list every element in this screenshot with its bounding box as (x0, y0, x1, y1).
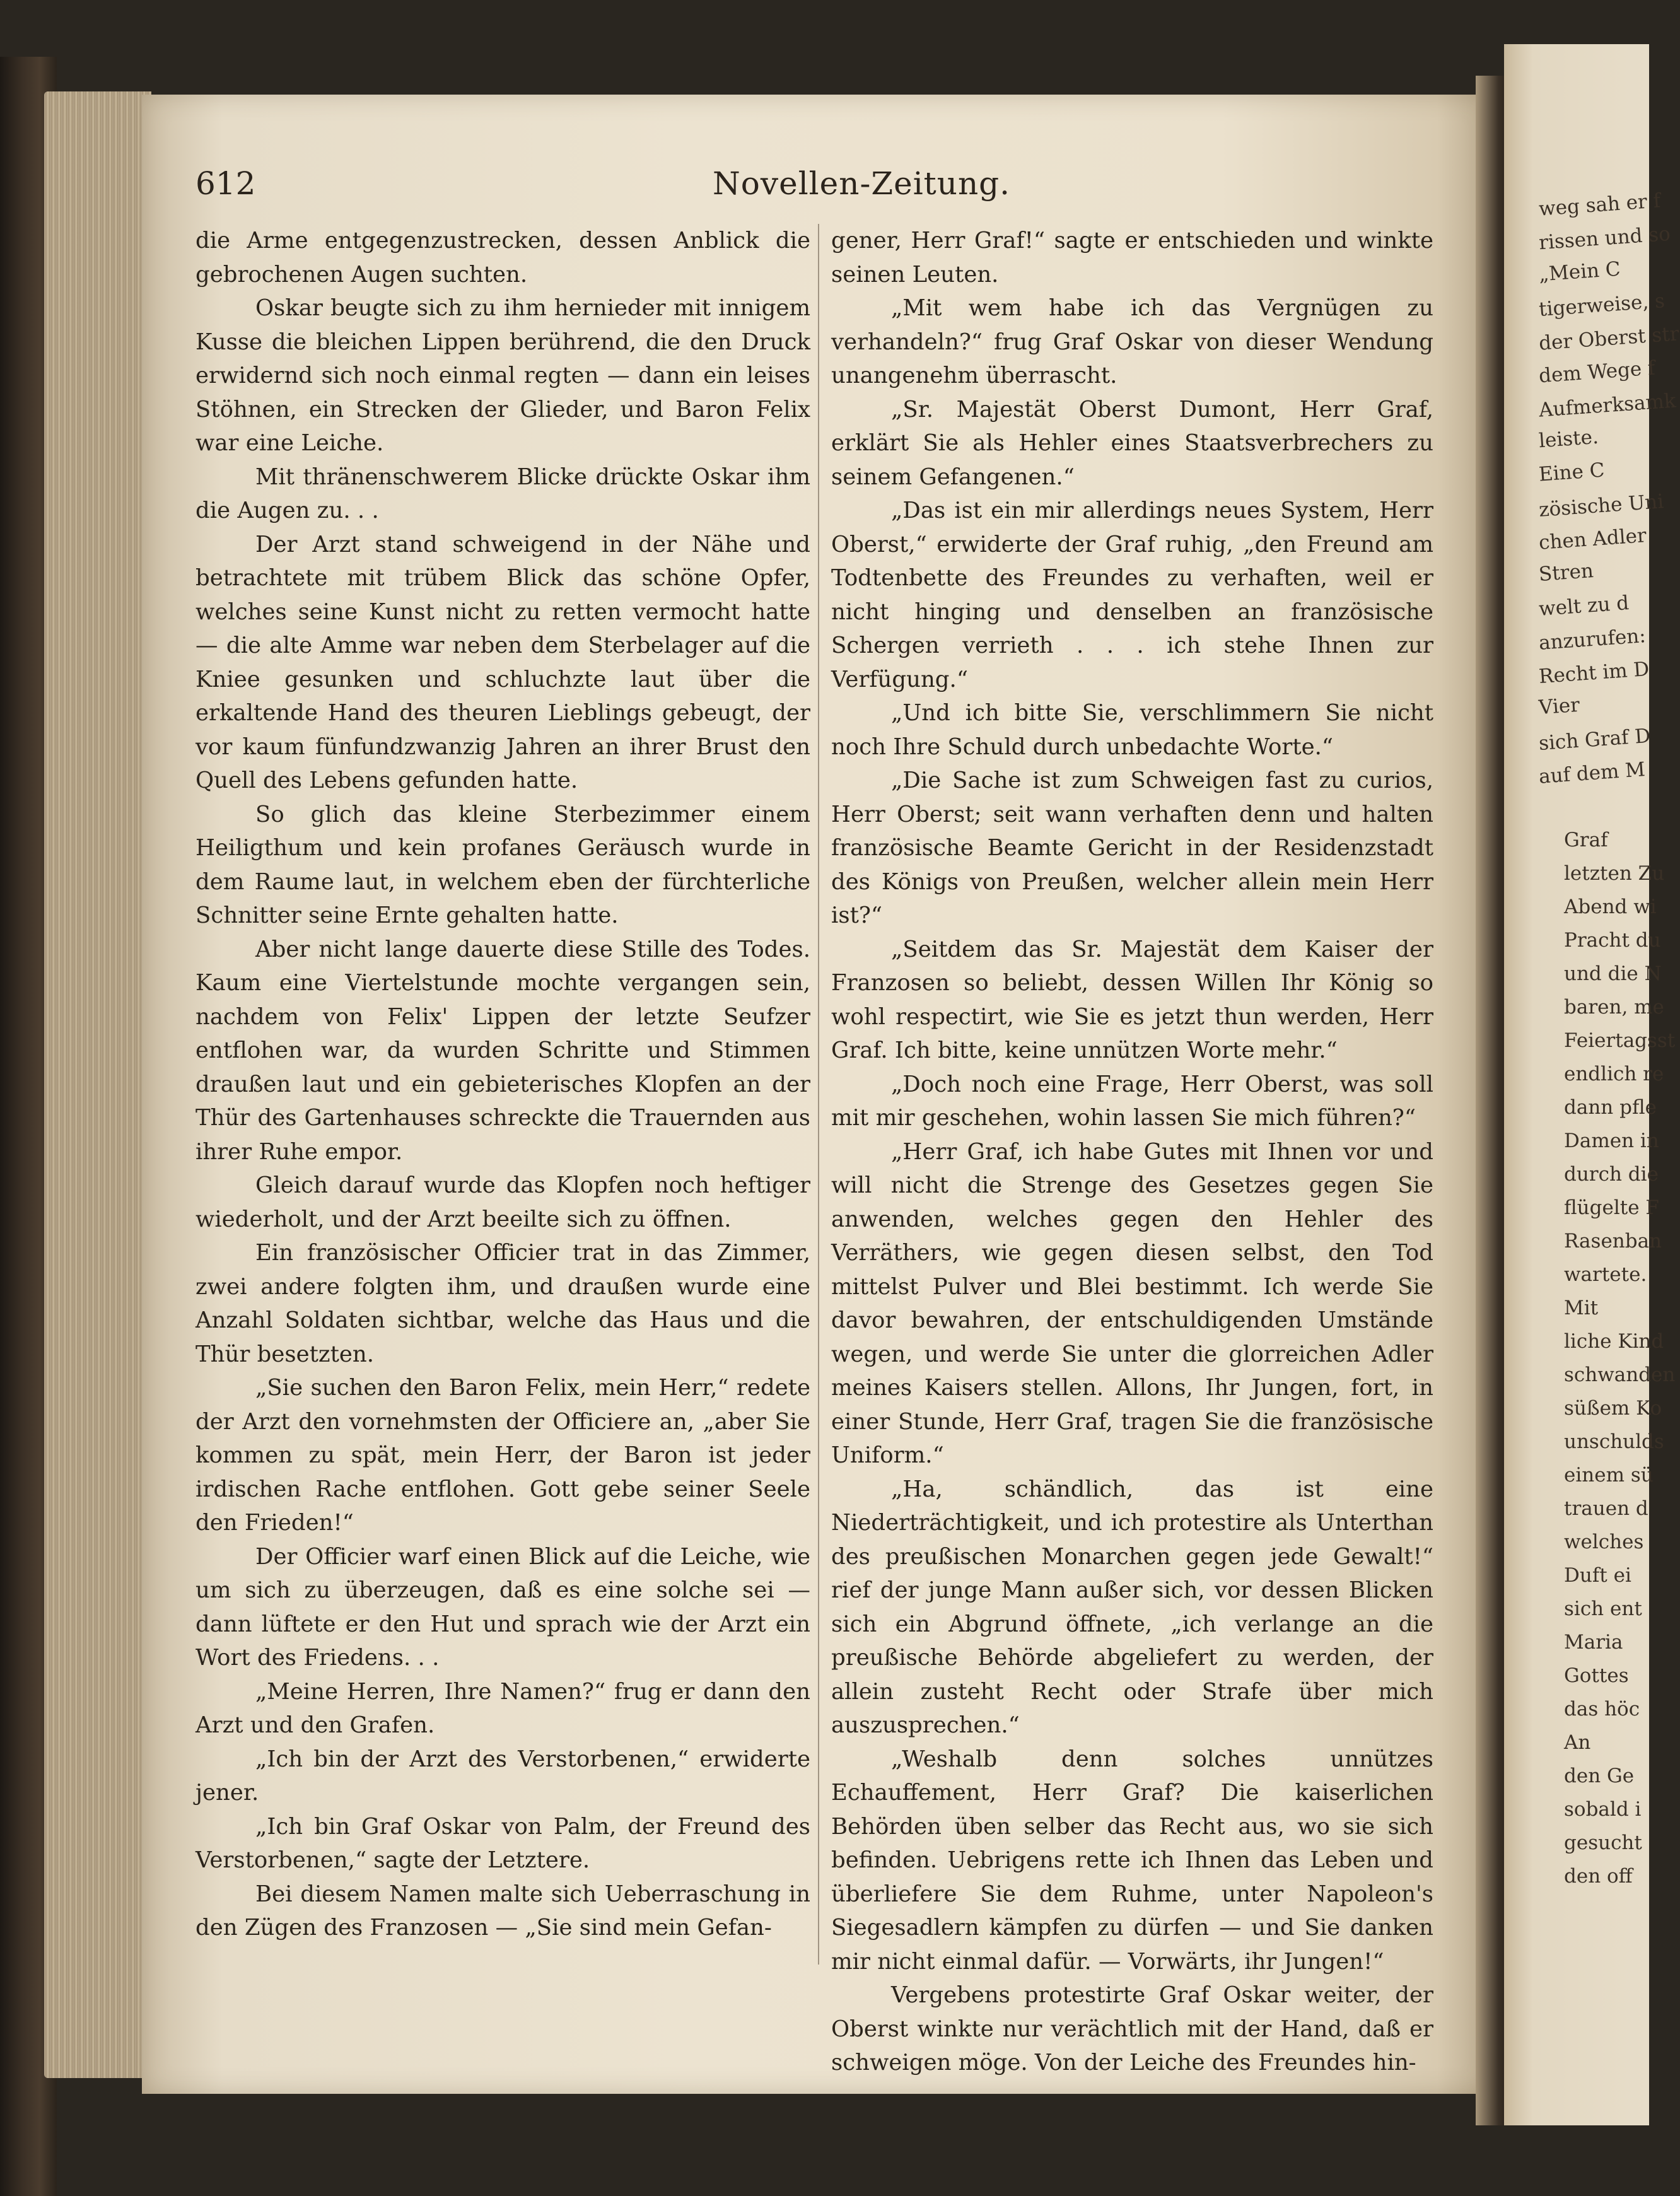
next-page-line: Damen in (1564, 1130, 1659, 1152)
next-page-line: letzten Zu (1564, 862, 1665, 885)
next-page-line: Mit (1564, 1297, 1599, 1319)
next-page-line: einem sü (1564, 1464, 1654, 1486)
next-page-line: durch die (1564, 1163, 1659, 1186)
next-page-line: Feiertagsst (1564, 1029, 1676, 1052)
paragraph: Oskar beugte sich zu ihm hernieder mit innigem Kusse die bleichen Lippen berührend, die den Druck erwidernd sich noch einmal regten — dann ein leises Stöhnen, ein Strecken der Glieder, und Baron Felix war eine Leiche. (195, 295, 810, 456)
paragraph: „Meine Herren, Ihre Namen?“ frug er dann den Arzt und den Grafen. (195, 1678, 810, 1738)
next-page-line: „Mein C (1537, 257, 1621, 286)
next-page-line: schwanden (1564, 1364, 1676, 1386)
next-page-line: Duft ei (1564, 1564, 1631, 1587)
next-page-line: leiste. (1537, 425, 1599, 453)
next-page-line: Pracht du (1564, 929, 1661, 952)
paragraph: „Ich bin der Arzt des Verstorbenen,“ erwiderte jener. (195, 1746, 810, 1806)
next-page-line: den off (1564, 1865, 1633, 1888)
next-page-line: endlich re (1564, 1063, 1664, 1085)
paragraph: Gleich darauf wurde das Klopfen noch heftiger wiederholt, und der Arzt beeilte sich zu öffnen. (195, 1172, 810, 1232)
next-page-line: sobald i (1564, 1798, 1642, 1821)
next-page-line: flügelte F (1564, 1196, 1659, 1219)
next-page-line: dem Wege f (1537, 356, 1656, 388)
paragraph: Der Officier warf einen Blick auf die Leiche, wie um sich zu überzeugen, daß es eine solche sei — dann lüftete er den Hut und sprach wie der Arzt ein Wort des Friedens. . . (195, 1543, 810, 1671)
paragraph: „Mit wem habe ich das Vergnügen zu verhandeln?“ frug Graf Oskar von dieser Wendung unangenehm überrascht. (831, 295, 1433, 388)
next-page-line: zösische Uni (1537, 490, 1665, 522)
next-page-line: unschulds (1564, 1430, 1664, 1453)
next-page-line: Stren (1537, 559, 1594, 586)
next-page-line: weg sah er f (1537, 189, 1662, 221)
next-page-line: baren, me (1564, 996, 1664, 1019)
paragraph: „Doch noch eine Frage, Herr Oberst, was soll mit mir geschehen, wohin lassen Sie mich führen?“ (831, 1071, 1433, 1131)
next-page-line: gesucht (1564, 1831, 1642, 1854)
next-page-line: dann pfle (1564, 1096, 1657, 1119)
next-page-line: welt zu d (1537, 592, 1630, 621)
next-page-line: Aufmerksamk (1538, 389, 1677, 422)
page-number: 612 (195, 165, 256, 202)
next-page-line: Eine C (1537, 458, 1606, 486)
paragraph: Ein französischer Officier trat in das Zimmer, zwei andere folgten ihm, und draußen wurde eine Anzahl Soldaten sichtbar, welche das Haus und die Thür besetzten. (195, 1240, 810, 1367)
paragraph: „Sie suchen den Baron Felix, mein Herr,“ redete der Arzt den vornehmsten der Officiere an, „aber Sie kommen zu spät, mein Herr, der Baron ist jeder irdischen Rache entflohen. Gott gebe seiner Seele den Frieden!“ (195, 1375, 810, 1536)
paragraph: Der Arzt stand schweigend in der Nähe und betrachtete mit trübem Blick das schöne Opfer, welches seine Kunst nicht zu retten vermocht hatte — die alte Amme war neben dem Sterbelager auf die Kniee gesunken und schluchzte laut über die erkaltende Hand des theuren Lieblings gebeugt, der vor kaum fünfundzwanzig Jahren an ihrer Brust den Quell des Lebens gefunden hatte. (195, 531, 810, 793)
next-page-line: welches (1564, 1531, 1644, 1553)
paragraph: So glich das kleine Sterbezimmer einem Heiligthum und kein profanes Geräusch wurde in dem Raume laut, in welchem eben der fürchterliche Schnitter seine Ernte gehalten hatte. (195, 801, 810, 928)
paragraph: „Ich bin Graf Oskar von Palm, der Freund des Verstorbenen,“ sagte der Letztere. (195, 1813, 810, 1873)
next-page-line: auf dem M (1537, 758, 1647, 788)
next-page-line: Graf (1564, 829, 1608, 851)
next-page-line: und die N (1564, 962, 1662, 985)
paragraph: „Seitdem das Sr. Majestät dem Kaiser der Franzosen so beliebt, dessen Willen Ihr König so wohl respectirt, wie Sie es jetzt thun werden, Herr Graf. Ich bitte, keine unnützen Worte mehr.“ (831, 936, 1433, 1063)
next-page-line: liche Kind (1564, 1330, 1664, 1353)
next-page-line: rissen und so (1537, 222, 1671, 255)
paragraph: „Und ich bitte Sie, verschlimmern Sie nicht noch Ihre Schuld durch unbedachte Worte.“ (831, 700, 1433, 760)
next-page-line: Recht im D (1537, 657, 1650, 689)
paragraph: „Herr Graf, ich habe Gutes mit Ihnen vor und will nicht die Strenge des Gesetzes gegen Sie anwenden, welches gegen den Hehler des Verräthers, wie gegen diesen selbst, den Tod mittelst Pulver und Blei bestimmt. Ich werde Sie davor bewahren, der entschuldigenden Umstände wegen, und werde Sie unter die glorreichen Adler meines Kaisers stellen. Allons, Ihr Jungen, fort, in einer Stunde, Herr Graf, tragen Sie die französische Uniform.“ (831, 1138, 1433, 1468)
paragraph: Vergebens protestirte Graf Oskar weiter, der Oberst winkte nur verächtlich mit der Hand, daß er schweigen möge. Von der Leiche des Freundes hin- (831, 1982, 1433, 2076)
right-column (831, 224, 1433, 2080)
paragraph: „Das ist ein mir allerdings neues System, Herr Oberst,“ erwiderte der Graf ruhig, „den Freund am Todtenbette des Freundes zu verhaften, weil er nicht hinging und denselben an französische Schergen verrieth . . . ich stehe Ihnen zur Verfügung.“ (831, 498, 1433, 692)
next-page-line: sich Graf D (1537, 724, 1652, 756)
paragraph: die Arme entgegenzustrecken, dessen Anblick die gebrochenen Augen suchten. (195, 228, 810, 288)
paragraph: gener, Herr Graf!“ sagte er entschieden und winkte seinen Leuten. (831, 228, 1433, 288)
next-page-line: anzurufen: (1537, 624, 1647, 655)
next-page-line: den Ge (1564, 1765, 1635, 1787)
paragraph: „Sr. Majestät Oberst Dumont, Herr Graf, erklärt Sie als Hehler eines Staatsverbrechers zu seinem Gefangenen.“ (831, 396, 1433, 490)
next-page-line: Rasenban (1564, 1230, 1662, 1253)
next-page-line: Gottes (1564, 1664, 1629, 1687)
next-page-line: süßem Ko (1564, 1397, 1662, 1420)
next-page-line: Maria (1564, 1631, 1623, 1654)
next-page-line: sich ent (1564, 1597, 1642, 1620)
next-page-line: Abend wi (1564, 896, 1657, 918)
paragraph: Bei diesem Namen malte sich Ueberraschung in den Zügen des Franzosen — „Sie sind mein Gefan- (195, 1881, 810, 1941)
next-page-line: chen Adler (1537, 524, 1647, 554)
next-page-line: der Oberst str (1538, 322, 1680, 355)
paragraph: „Weshalb denn solches unnützes Echauffement, Herr Graf? Die kaiserlichen Behörden üben selber das Recht aus, wo sie sich befinden. Uebrigens rette ich Ihnen das Leben und überliefere Sie dem Ruhme, unter Napoleon's Siegesadlern kämpfen zu dürfen — und Sie danken mir nicht einmal dafür. — Vorwärts, ihr Jungen!“ (831, 1746, 1433, 1975)
paragraph: Aber nicht lange dauerte diese Stille des Todes. Kaum eine Viertelstunde mochte vergangen sein, nachdem von Felix' Lippen der letzte Seufzer entflohen war, da wurden Schritte und Stimmen draußen laut und ein gebieterisches Klopfen an der Thür des Gartenhauses schreckte die Trauernden aus ihrer Ruhe empor. (195, 936, 810, 1165)
next-page-line: Vier (1537, 693, 1581, 720)
running-head (195, 165, 1457, 216)
page-title: Novellen-Zeitung. (713, 165, 1011, 202)
next-page-line: tigerweise, s (1537, 289, 1666, 321)
column-rule (818, 224, 819, 1965)
next-page-line: das höc (1564, 1698, 1640, 1720)
next-page-line: trauen d (1564, 1497, 1648, 1520)
paragraph: Mit thränenschwerem Blicke drückte Oskar ihm die Augen zu. . . (195, 464, 810, 523)
paragraph: „Die Sache ist zum Schweigen fast zu curios, Herr Oberst; seit wann verhaften denn und halten französische Beamte Gericht in der Residenzstadt des Königs von Preußen, welcher allein mein Herr ist?“ (831, 768, 1433, 928)
page-block-edges (44, 91, 151, 2078)
next-page-line: wartete. (1564, 1263, 1647, 1286)
left-column (195, 224, 810, 1945)
paragraph: „Ha, schändlich, das ist eine Niederträchtigkeit, und ich protestire als Unterthan des preußischen Monarchen gegen jede Gewalt!“ rief der junge Mann außer sich, vor dessen Blicken sich ein Abgrund öffnete, „ich verlange an die preußische Behörde abgeliefert zu werden, der allein zusteht Recht oder Strafe über mich auszusprechen.“ (831, 1476, 1433, 1738)
next-page-line: An (1564, 1731, 1591, 1754)
